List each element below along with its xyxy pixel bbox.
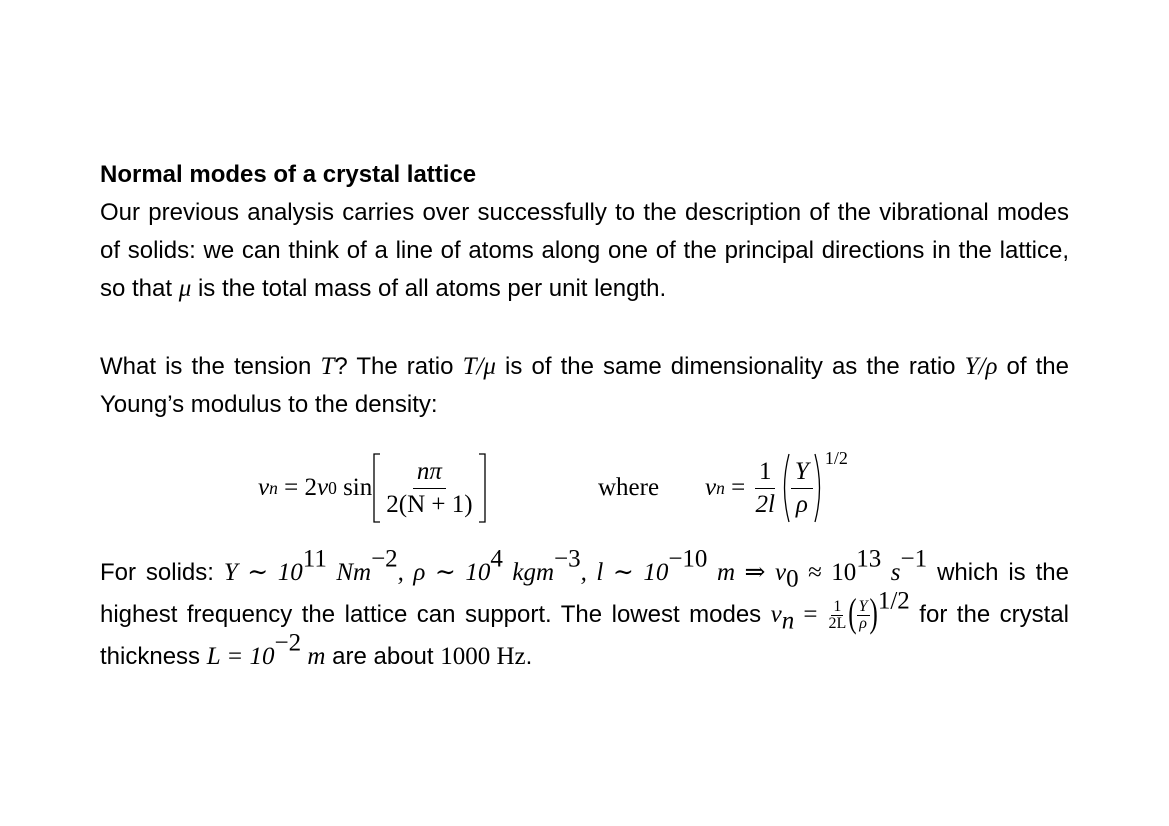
right-paren [813, 452, 825, 524]
freq-unit: s [881, 559, 901, 586]
solids-text-a: For solids: [100, 559, 224, 586]
left-bracket [372, 452, 382, 524]
right-bracket [477, 452, 487, 524]
y-over-rho [791, 458, 813, 518]
density-unit-exp: −3 [554, 545, 581, 573]
implies-nu0: m ⇒ ν [707, 559, 787, 586]
sin-numerator: nπ [413, 458, 446, 489]
tension-symbol: T [320, 353, 335, 380]
inline-half-exp: 1/2 [877, 587, 910, 615]
where-word: where [598, 474, 660, 501]
paragraph-gap [100, 308, 1069, 348]
paragraph-tension [100, 348, 1069, 424]
one-over-2l-num: 1 [755, 458, 776, 489]
approx-freq-exp: 13 [856, 545, 882, 573]
y-over-rho-den: ρ [795, 490, 808, 518]
tension-text-a: What is the tension [100, 353, 321, 380]
sin-denominator: 2(N + 1) [386, 490, 473, 518]
solids-text-d: are about [325, 643, 441, 670]
youngs-unit: Nm [326, 559, 372, 586]
density-estimate: , ρ ∼ 10 [397, 559, 491, 586]
eq-sign: = 2 [277, 474, 317, 501]
thickness-exp: −2 [274, 629, 302, 657]
left-paren [779, 452, 791, 524]
youngs-estimate: Y ∼ 10 [223, 559, 303, 586]
tension-text-b: ? The ratio [334, 353, 463, 380]
base-frequency: ν n = $\frac{1}{2l}$ $\frac{Y}{\rho}$ 1/2 [705, 424, 848, 552]
approx-freq: ≈ 10 [798, 559, 857, 586]
nu-n-inline: ν [770, 601, 782, 628]
thickness-unit: m [301, 643, 326, 670]
one-over-2l-den: 2l [755, 490, 775, 518]
inline-rho: ρ [859, 615, 867, 633]
mu-symbol: μ [178, 275, 192, 302]
intro-text-a: Our previous analysis carries over successfully to the description of the vibrational modes of solids: we can think of a line of atoms along one of the principal directions in the lattice, so that [100, 199, 1069, 302]
tension-text-c: is of the same dimensionality as the ratio [495, 353, 965, 380]
tension-text-d: of the Young’s modulus to the density: [100, 353, 1069, 418]
youngs-unit-exp: −2 [371, 545, 398, 573]
solids-text-b: which is the highest frequency the lattice can support. The lowest modes [100, 559, 1069, 628]
thickness-eq: L = 10 [206, 643, 275, 670]
intro-text-b: is the total mass of all atoms per unit length. [191, 275, 667, 302]
spacing-estimate: , l ∼ 10 [580, 559, 669, 586]
nu0: ν [316, 474, 329, 501]
paragraph-solids [100, 545, 1069, 678]
freq-unit-exp: −1 [900, 545, 928, 573]
lowest-frequency: 1000 Hz [440, 643, 526, 670]
youngs-exp: 11 [302, 545, 327, 573]
where-label [598, 424, 659, 552]
half-exponent: 1/2 [824, 447, 848, 468]
sin-operator: sin [336, 474, 373, 501]
y-over-rho-num: Y [791, 458, 813, 489]
dispersion-relation: ν n = 2 ν 0 sin $\frac{n\pi}{2(N + 1)}$ [258, 424, 487, 552]
nu-n-rhs: ν [705, 474, 717, 501]
nu0-sub-inline: 0 [786, 565, 799, 593]
density-unit: kgm [502, 559, 555, 586]
paragraph-intro [100, 194, 1069, 308]
inline-y: Y [858, 598, 868, 616]
spacing-exp: −10 [668, 545, 708, 573]
nu-n-inline-sub: n [781, 607, 795, 635]
youngs-ratio: Y/ρ [964, 353, 998, 380]
display-equation [100, 424, 1069, 552]
nu-n-lhs: ν [258, 474, 270, 501]
tension-ratio: T/μ [462, 353, 496, 380]
inline-eq: = [794, 601, 827, 628]
inline-y-over-rho [857, 599, 870, 632]
inline-frac-den: 2L [828, 615, 847, 633]
density-exp: 4 [490, 545, 503, 573]
inline-one-over-2L [827, 599, 849, 632]
solids-text-e: . [525, 643, 533, 670]
solids-text-c: for the crystal thickness [100, 601, 1069, 670]
rhs-eq-sign: = [724, 474, 752, 501]
inline-left-paren: ( [848, 592, 857, 636]
document-body [100, 156, 1069, 678]
sin-argument-fraction [382, 458, 476, 518]
inline-right-paren: ) [869, 592, 878, 636]
one-over-2l [751, 458, 778, 518]
inline-frac-num: 1 [833, 598, 842, 616]
section-heading: Normal modes of a crystal lattice [100, 161, 477, 188]
